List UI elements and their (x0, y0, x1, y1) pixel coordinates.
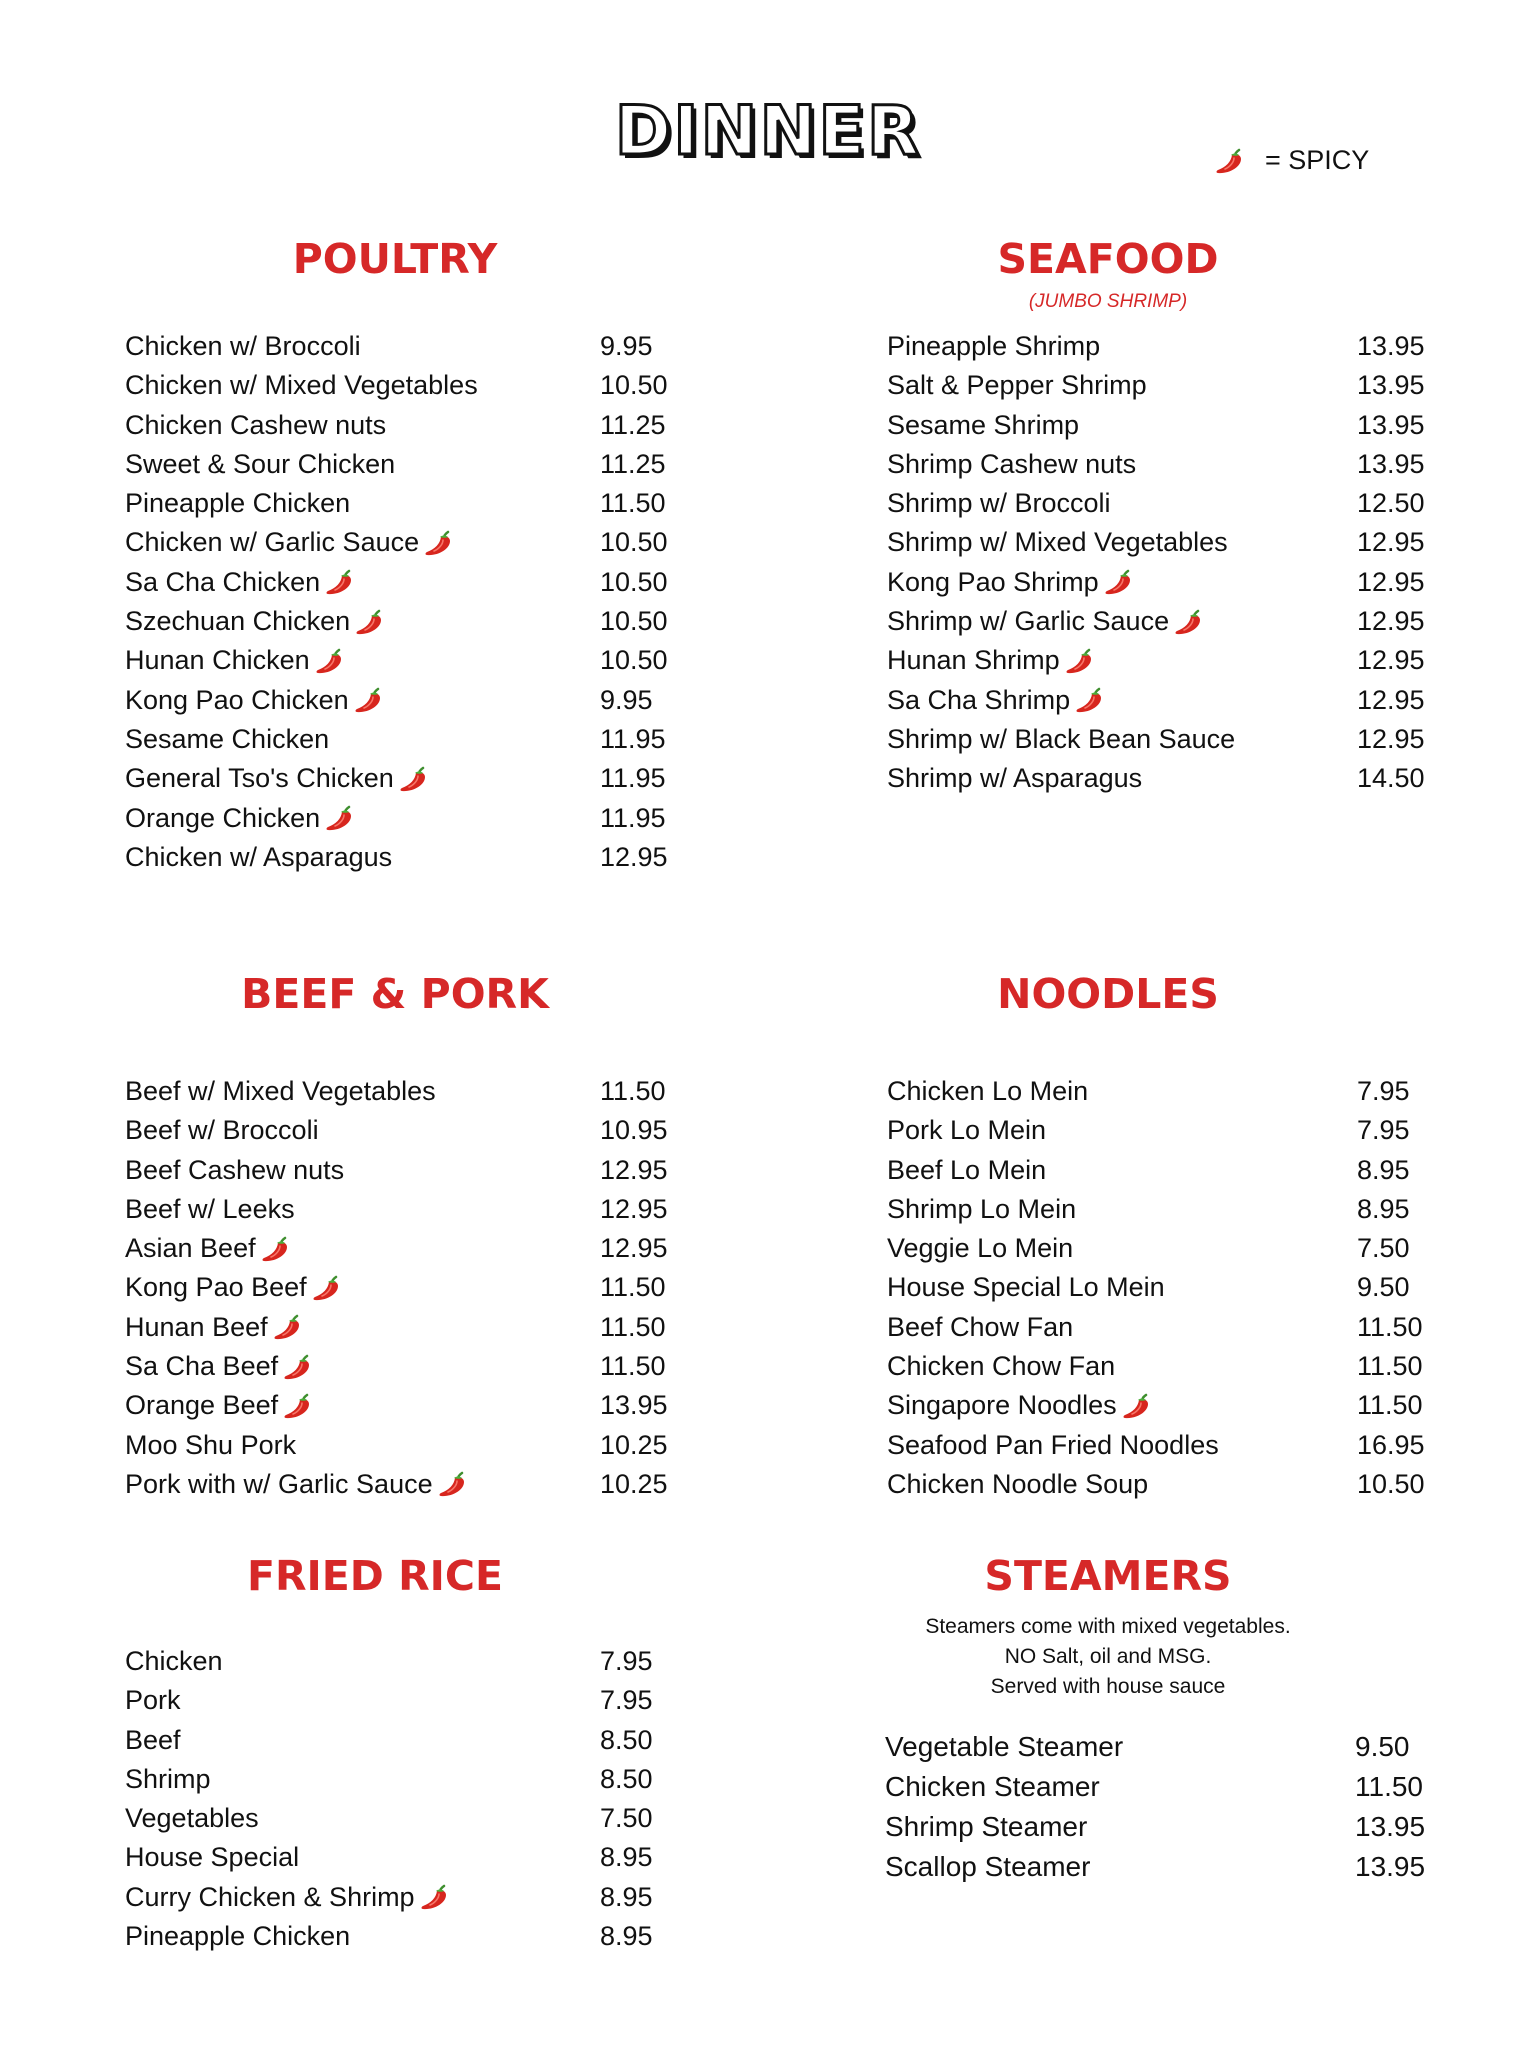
menu-item (887, 1308, 1487, 1347)
menu-item (125, 799, 725, 838)
section-title: POULTRY (292, 235, 498, 283)
menu-item-price: 7.95 (600, 1685, 653, 1716)
menu-item-price: 9.50 (1357, 1272, 1410, 1303)
menu-item-name-text: Sweet & Sour Chicken (125, 448, 396, 479)
menu-item-name-text: Singapore Noodles (887, 1390, 1117, 1421)
menu-item-price: 10.50 (600, 566, 668, 597)
menu-item-name (887, 366, 1147, 405)
menu-item-name (887, 484, 1111, 523)
menu-item-price: 10.25 (600, 1429, 668, 1460)
menu-item-name-text: Shrimp w/ Garlic Sauce (887, 606, 1170, 637)
spicy-legend-label: = SPICY (1265, 145, 1370, 175)
menu-item-price: 10.25 (600, 1468, 668, 1499)
menu-item (125, 445, 725, 484)
menu-item (125, 1229, 725, 1268)
chili-pepper-icon (1102, 567, 1136, 597)
menu-item (887, 1229, 1487, 1268)
menu-item-name-text: Shrimp w/ Asparagus (887, 763, 1143, 794)
menu-item-name-text: Chicken Lo Mein (887, 1076, 1089, 1106)
menu-item-name (125, 1917, 350, 1956)
menu-item-name (125, 366, 478, 405)
menu-item (885, 1727, 1485, 1767)
menu-item-name-text: Asian Beef (125, 1233, 256, 1264)
menu-item-name-text: Chicken w/ Broccoli (125, 331, 361, 361)
section-noodles (830, 970, 1430, 1499)
menu-item (887, 1190, 1487, 1229)
menu-item (125, 681, 725, 720)
menu-item-name-text: Chicken Cashew nuts (125, 409, 387, 440)
menu-item-price: 11.50 (600, 1351, 666, 1382)
menu-item (887, 1386, 1487, 1425)
menu-item-name (887, 406, 1079, 445)
menu-item-price: 13.95 (1357, 448, 1425, 479)
menu-item (125, 641, 725, 680)
menu-item-price: 12.95 (600, 1193, 668, 1224)
menu-item (125, 484, 725, 523)
menu-item-name (125, 1465, 470, 1504)
section-title: STEAMERS (984, 1552, 1232, 1600)
menu-item-name-text: Veggie Lo Mein (887, 1233, 1074, 1264)
menu-item-price: 13.95 (1355, 1811, 1426, 1842)
section-steamers (830, 1552, 1430, 1972)
menu-item-name (125, 1386, 315, 1425)
section-seafood (830, 235, 1430, 795)
menu-item-name (887, 563, 1136, 602)
menu-item (887, 759, 1487, 798)
menu-item (887, 1151, 1487, 1190)
menu-item-price: 12.95 (1357, 723, 1425, 754)
menu-item-name-text: Scallop Steamer (885, 1851, 1091, 1882)
menu-item-name-text: Chicken (125, 1646, 223, 1676)
menu-item-name-text: Shrimp w/ Mixed Vegetables (887, 527, 1228, 558)
menu-item (125, 1111, 725, 1150)
menu-list (887, 1072, 1487, 1504)
menu-item (125, 1072, 725, 1111)
menu-item-name (887, 1386, 1154, 1425)
menu-item (125, 523, 725, 562)
menu-item-name-text: Shrimp Steamer (885, 1811, 1088, 1842)
menu-item (125, 1721, 725, 1760)
menu-item-name-text: House Special (125, 1842, 300, 1873)
section-title: SEAFOOD (997, 235, 1219, 283)
menu-item-name (125, 1347, 315, 1386)
menu-item-price: 11.95 (600, 802, 666, 833)
menu-item-name (887, 1347, 1115, 1386)
chili-pepper-icon (418, 1882, 452, 1912)
menu-item-price: 8.50 (600, 1763, 653, 1794)
menu-item-name-text: Chicken w/ Mixed Vegetables (125, 370, 478, 401)
menu-item-price: 8.95 (600, 1881, 653, 1912)
chili-pepper-icon (281, 1391, 315, 1421)
menu-item-name (125, 484, 350, 523)
menu-item-name (125, 1838, 299, 1877)
menu-item (887, 406, 1487, 445)
chili-pepper-icon (310, 1273, 344, 1303)
menu-item-price: 12.95 (600, 1233, 668, 1264)
menu-item-name (125, 1308, 305, 1347)
menu-item (125, 1465, 725, 1504)
menu-item-name-text: General Tso's Chicken (125, 763, 394, 794)
menu-item (887, 602, 1487, 641)
section-note (808, 1612, 1408, 1702)
section-poultry (125, 235, 725, 875)
menu-item (887, 1347, 1487, 1386)
menu-item (125, 1760, 725, 1799)
menu-item-name-text: Vegetables (125, 1803, 259, 1834)
menu-item-price: 9.50 (1355, 1731, 1410, 1762)
chili-pepper-icon (323, 803, 357, 833)
menu-item (887, 1426, 1487, 1465)
menu-item-price: 13.95 (600, 1390, 668, 1421)
menu-item-price: 10.50 (600, 606, 668, 637)
menu-item-price: 10.95 (600, 1115, 668, 1146)
menu-item-price: 11.50 (600, 1272, 666, 1303)
menu-item (125, 1386, 725, 1425)
menu-item-name (125, 1681, 181, 1720)
menu-item-name (887, 1308, 1073, 1347)
menu-item-price: 11.25 (600, 448, 666, 479)
menu-item (887, 327, 1487, 366)
menu-item-name (125, 1151, 344, 1190)
menu-item-price: 13.95 (1357, 409, 1425, 440)
menu-item-price: 12.50 (1357, 488, 1425, 519)
menu-item-name-text: Kong Pao Beef (125, 1272, 307, 1303)
menu-item-price: 12.95 (1357, 527, 1425, 558)
menu-item (125, 406, 725, 445)
menu-item-name-text: Beef w/ Mixed Vegetables (125, 1076, 436, 1106)
menu-item-name (885, 1767, 1100, 1806)
chili-pepper-icon (1213, 146, 1247, 176)
menu-item-name (125, 759, 431, 798)
menu-item-name (887, 720, 1235, 759)
menu-item-name-text: Sa Cha Chicken (125, 566, 321, 597)
section-title: FRIED RICE (246, 1552, 504, 1600)
menu-item-name (125, 1878, 452, 1917)
menu-item-name-text: Beef Lo Mein (887, 1154, 1047, 1185)
menu-item-name (885, 1847, 1090, 1886)
chili-pepper-icon (313, 646, 347, 676)
menu-list (125, 1642, 725, 1956)
chili-pepper-icon (1120, 1391, 1154, 1421)
menu-item (887, 484, 1487, 523)
menu-item-name (887, 1229, 1073, 1268)
menu-item-name (125, 563, 357, 602)
menu-item-name-text: Shrimp w/ Black Bean Sauce (887, 723, 1236, 754)
menu-item-price: 11.50 (1357, 1311, 1423, 1342)
menu-item (887, 1072, 1487, 1111)
menu-item (125, 1838, 725, 1877)
menu-item-price: 7.50 (1357, 1233, 1410, 1264)
menu-item-name-text: Pineapple Chicken (125, 1921, 351, 1952)
menu-item-name (887, 1190, 1076, 1229)
section-note-line: Steamers come with mixed vegetables. (925, 1615, 1291, 1638)
menu-item-name-text: Beef Cashew nuts (125, 1154, 345, 1185)
page-title: DINNER (614, 92, 922, 171)
menu-item-price: 12.95 (600, 841, 668, 872)
menu-item-name-text: Seafood Pan Fried Noodles (887, 1429, 1219, 1460)
section-note-line: NO Salt, oil and MSG. (1004, 1645, 1212, 1668)
menu-item-name (887, 641, 1097, 680)
chili-pepper-icon (1063, 646, 1097, 676)
menu-item-price: 12.95 (1357, 606, 1425, 637)
menu-item (887, 563, 1487, 602)
menu-item-price: 11.50 (1355, 1771, 1423, 1802)
menu-item-name-text: Curry Chicken & Shrimp (125, 1881, 415, 1912)
chili-pepper-icon (436, 1469, 470, 1499)
menu-item-name-text: Kong Pao Chicken (125, 684, 349, 715)
menu-item (887, 523, 1487, 562)
menu-item-price: 11.50 (1357, 1351, 1423, 1382)
menu-item-price: 12.95 (1357, 566, 1425, 597)
menu-item-price: 11.50 (600, 1076, 666, 1106)
menu-item (887, 1268, 1487, 1307)
menu-item-name (125, 1426, 296, 1465)
menu-item-name (125, 1268, 344, 1307)
menu-item-name (125, 327, 361, 366)
menu-item-name (887, 327, 1100, 366)
menu-item-name-text: Shrimp w/ Broccoli (887, 488, 1111, 519)
menu-item-price: 12.95 (600, 1154, 668, 1185)
menu-item-name-text: Hunan Beef (125, 1311, 268, 1342)
menu-item-name (125, 1072, 436, 1111)
chili-pepper-icon (352, 685, 386, 715)
menu-item (885, 1807, 1485, 1847)
menu-item-name (125, 445, 395, 484)
menu-item-name-text: Pork with w/ Garlic Sauce (125, 1468, 433, 1499)
menu-item-name (125, 1721, 181, 1760)
menu-item-price: 7.50 (600, 1803, 653, 1834)
menu-item (125, 602, 725, 641)
menu-item-price: 10.50 (600, 370, 668, 401)
menu-item (885, 1847, 1485, 1887)
menu-item-name-text: Orange Beef (125, 1390, 279, 1421)
menu-item-name-text: Sesame Chicken (125, 723, 330, 754)
menu-item (125, 366, 725, 405)
chili-pepper-icon (259, 1234, 293, 1264)
menu-item (125, 563, 725, 602)
menu-item-price: 11.50 (600, 1311, 666, 1342)
section-subtitle: (JUMBO SHRIMP) (1028, 291, 1188, 312)
menu-item-name-text: Beef w/ Broccoli (125, 1115, 319, 1146)
menu-item-name-text: Chicken Chow Fan (887, 1351, 1116, 1382)
menu-item-name (125, 1642, 223, 1681)
chili-pepper-icon (397, 764, 431, 794)
menu-item-price: 8.95 (600, 1921, 653, 1952)
menu-item-name (887, 1151, 1046, 1190)
menu-item-price: 10.50 (600, 645, 668, 676)
menu-item (887, 720, 1487, 759)
menu-item-name (125, 681, 386, 720)
menu-item (887, 1465, 1487, 1504)
menu-item-name-text: Kong Pao Shrimp (887, 566, 1099, 597)
menu-item-name-text: Sa Cha Beef (125, 1351, 279, 1382)
spicy-legend (1210, 145, 1369, 176)
menu-item-name-text: Vegetable Steamer (885, 1731, 1124, 1762)
menu-item-name (125, 641, 347, 680)
menu-item-name (885, 1727, 1123, 1766)
menu-item-price: 16.95 (1357, 1429, 1425, 1460)
menu-list (887, 327, 1487, 799)
menu-item-price: 9.95 (600, 684, 653, 715)
menu-item-name (125, 1111, 319, 1150)
menu-item-price: 11.25 (600, 409, 666, 440)
menu-item-name-text: Pork (125, 1685, 181, 1716)
menu-item (125, 759, 725, 798)
menu-item-name-text: Pineapple Shrimp (887, 331, 1101, 361)
menu-item-price: 11.95 (600, 723, 666, 754)
menu-item-name-text: Moo Shu Pork (125, 1429, 297, 1460)
menu-item (125, 720, 725, 759)
chili-pepper-icon (281, 1352, 315, 1382)
menu-item-name (125, 602, 387, 641)
menu-item-name (887, 1268, 1165, 1307)
menu-item (887, 366, 1487, 405)
menu-item-price: 7.95 (600, 1646, 653, 1676)
menu-item-price: 7.95 (1357, 1115, 1410, 1146)
menu-item-name (885, 1807, 1087, 1846)
menu-list (125, 1072, 725, 1504)
menu-item-price: 13.95 (1357, 331, 1425, 361)
menu-item-price: 12.95 (1357, 684, 1425, 715)
menu-item (125, 1190, 725, 1229)
chili-pepper-icon (1172, 607, 1206, 637)
menu-item-price: 11.95 (600, 763, 666, 794)
menu-item-name (125, 1760, 211, 1799)
section-beef-pork (125, 970, 725, 1499)
menu-item (887, 681, 1487, 720)
menu-item-name (125, 406, 386, 445)
menu-item (125, 1642, 725, 1681)
menu-item-name-text: House Special Lo Mein (887, 1272, 1165, 1303)
menu-item (125, 1917, 725, 1956)
menu-item-price: 7.95 (1357, 1076, 1410, 1106)
menu-item-name-text: Shrimp Lo Mein (887, 1193, 1077, 1224)
menu-item-name-text: Chicken w/ Asparagus (125, 841, 393, 872)
section-title: NOODLES (997, 970, 1219, 1018)
menu-item-name (887, 1111, 1046, 1150)
menu-item-price: 14.50 (1357, 763, 1425, 794)
menu-item (125, 838, 725, 877)
menu-item-price: 8.95 (1357, 1193, 1410, 1224)
menu-item-price: 10.50 (600, 527, 668, 558)
menu-item (125, 327, 725, 366)
menu-item-name-text: Pineapple Chicken (125, 488, 351, 519)
menu-list (885, 1727, 1485, 1887)
menu-item-price: 10.50 (1357, 1468, 1425, 1499)
menu-item-name (125, 1799, 259, 1838)
menu-item (125, 1308, 725, 1347)
chili-pepper-icon (1073, 685, 1107, 715)
menu-item-price: 11.50 (1357, 1390, 1423, 1421)
menu-item-name (887, 681, 1107, 720)
menu-item (887, 445, 1487, 484)
menu-item-name-text: Shrimp Cashew nuts (887, 448, 1137, 479)
menu-item-price: 8.95 (600, 1842, 653, 1873)
section-title: BEEF & PORK (241, 970, 549, 1018)
menu-item-name-text: Orange Chicken (125, 802, 321, 833)
section-fried-rice (125, 1552, 725, 1972)
chili-pepper-icon (271, 1312, 305, 1342)
menu-item-name-text: Chicken Noodle Soup (887, 1468, 1149, 1499)
menu-item-name-text: Pork Lo Mein (887, 1115, 1047, 1146)
menu-item-name (125, 1190, 295, 1229)
menu-item-name-text: Sa Cha Shrimp (887, 684, 1071, 715)
menu-item-name-text: Chicken Steamer (885, 1771, 1100, 1802)
menu-item-price: 13.95 (1355, 1851, 1426, 1882)
menu-item-name (887, 1072, 1088, 1111)
menu-item (125, 1268, 725, 1307)
chili-pepper-icon (323, 567, 357, 597)
menu-item-name (887, 523, 1228, 562)
menu-item-price: 13.95 (1357, 370, 1425, 401)
menu-item (885, 1767, 1485, 1807)
menu-item (125, 1151, 725, 1190)
menu-item-name (125, 799, 357, 838)
menu-item-name (125, 1229, 293, 1268)
menu-item (125, 1799, 725, 1838)
menu-item-name-text: Beef Chow Fan (887, 1311, 1074, 1342)
menu-item-name (887, 759, 1142, 798)
menu-item-name-text: Hunan Shrimp (887, 645, 1060, 676)
menu-item (125, 1426, 725, 1465)
menu-item-name-text: Chicken w/ Garlic Sauce (125, 527, 420, 558)
menu-item-name (125, 720, 329, 759)
menu-item (125, 1681, 725, 1720)
menu-item (887, 641, 1487, 680)
chili-pepper-icon (353, 607, 387, 637)
menu-item-name-text: Sesame Shrimp (887, 409, 1080, 440)
menu-item-name-text: Beef (125, 1724, 181, 1755)
menu-item-name-text: Shrimp (125, 1763, 211, 1794)
section-note-line: Served with house sauce (990, 1675, 1226, 1698)
menu-item-name (887, 1465, 1148, 1504)
menu-item-price: 12.95 (1357, 645, 1425, 676)
menu-item-price: 8.50 (600, 1724, 653, 1755)
menu-item (125, 1878, 725, 1917)
menu-item-name-text: Hunan Chicken (125, 645, 310, 676)
menu-item-name (125, 838, 392, 877)
menu-item-name (887, 445, 1136, 484)
menu-item (887, 1111, 1487, 1150)
menu-item (125, 1347, 725, 1386)
menu-item-price: 11.50 (600, 488, 666, 519)
menu-item-price: 9.95 (600, 331, 653, 361)
menu-item-name (125, 523, 456, 562)
menu-item-name (887, 602, 1206, 641)
menu-item-name-text: Beef w/ Leeks (125, 1193, 295, 1224)
chili-pepper-icon (422, 528, 456, 558)
menu-item-name-text: Salt & Pepper Shrimp (887, 370, 1147, 401)
menu-item-price: 8.95 (1357, 1154, 1410, 1185)
menu-item-name-text: Szechuan Chicken (125, 606, 351, 637)
menu-list (125, 327, 725, 877)
menu-item-name (887, 1426, 1219, 1465)
